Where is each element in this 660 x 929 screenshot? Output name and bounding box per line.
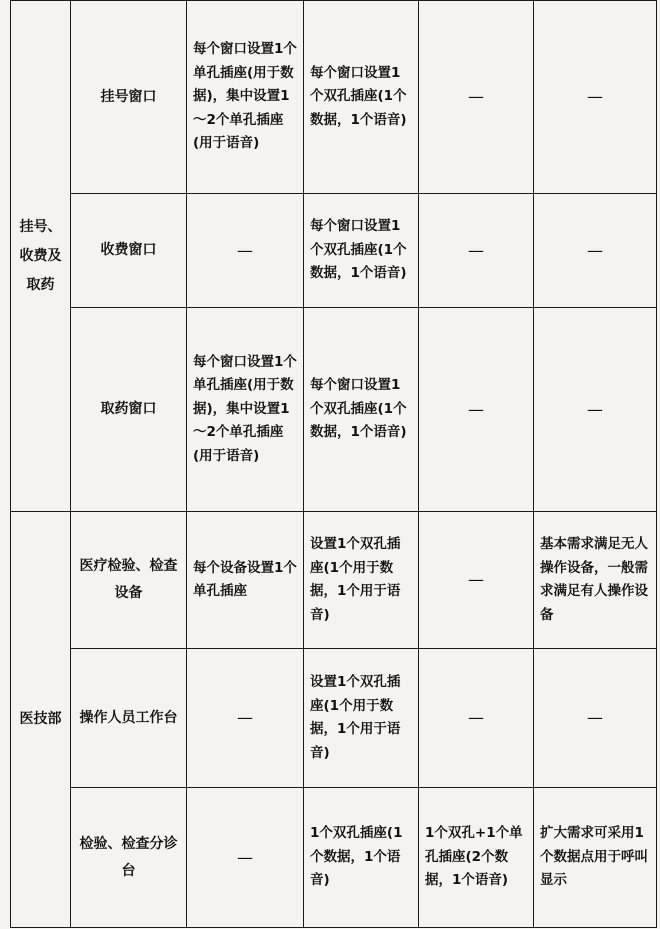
category-cell: 医技部 <box>11 512 71 928</box>
item-cell: 医疗检验、检查设备 <box>71 512 187 649</box>
item-cell: 取药窗口 <box>71 308 187 512</box>
basic-config-cell: 每个窗口设置1个单孔插座(用于数据)，集中设置1～2个单孔插座(用于语音) <box>187 1 304 194</box>
extended-config-cell: — <box>419 512 534 649</box>
notes-cell: 基本需求满足无人操作设备，一般需求满足有人操作设备 <box>534 512 657 649</box>
notes-cell: — <box>534 649 657 788</box>
general-config-cell: 每个窗口设置1个双孔插座(1个数据，1个语音) <box>304 1 419 194</box>
general-config-cell: 设置1个双孔插座(1个用于数据，1个用于语音) <box>304 649 419 788</box>
item-cell: 挂号窗口 <box>71 1 187 194</box>
basic-config-cell: — <box>187 788 304 928</box>
spec-table <box>10 0 657 928</box>
notes-cell: — <box>534 1 657 194</box>
basic-config-cell: — <box>187 649 304 788</box>
general-config-cell: 1个双孔插座(1个数据，1个语音) <box>304 788 419 928</box>
general-config-cell: 每个窗口设置1个双孔插座(1个数据，1个语音) <box>304 194 419 308</box>
item-cell: 收费窗口 <box>71 194 187 308</box>
table-row <box>11 1 657 194</box>
item-cell: 操作人员工作台 <box>71 649 187 788</box>
general-config-cell: 设置1个双孔插座(1个用于数据，1个用于语音) <box>304 512 419 649</box>
notes-cell: 扩大需求可采用1个数据点用于呼叫显示 <box>534 788 657 928</box>
table-row <box>11 308 657 512</box>
extended-config-cell: — <box>419 308 534 512</box>
extended-config-cell: — <box>419 194 534 308</box>
basic-config-cell: 每个设备设置1个单孔插座 <box>187 512 304 649</box>
extended-config-cell: 1个双孔+1个单孔插座(2个数据，1个语音) <box>419 788 534 928</box>
table-row <box>11 649 657 788</box>
extended-config-cell: — <box>419 1 534 194</box>
category-cell: 挂号、收费及取药 <box>11 1 71 512</box>
table-row <box>11 788 657 928</box>
notes-cell: — <box>534 194 657 308</box>
item-cell: 检验、检查分诊台 <box>71 788 187 928</box>
basic-config-cell: 每个窗口设置1个单孔插座(用于数据)，集中设置1～2个单孔插座(用于语音) <box>187 308 304 512</box>
basic-config-cell: — <box>187 194 304 308</box>
table-row <box>11 194 657 308</box>
general-config-cell: 每个窗口设置1个双孔插座(1个数据，1个语音) <box>304 308 419 512</box>
table-row <box>11 512 657 649</box>
extended-config-cell: — <box>419 649 534 788</box>
notes-cell: — <box>534 308 657 512</box>
